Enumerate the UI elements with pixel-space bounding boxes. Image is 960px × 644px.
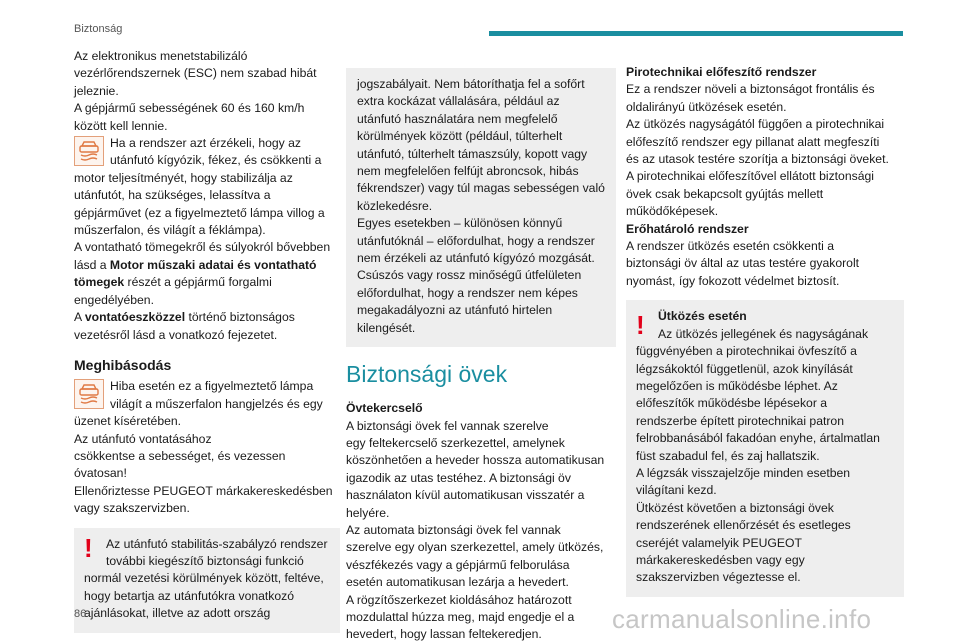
stability-note-box: ! Az utánfutó stabilitás-szabályzó rendszer további kiegészítő biztonsági funkció normál vezetési körülmények között, feltéve, hogy betartja az utánfutókra vonatkozó ajánlásokat, illetve az adott ország [74,528,340,633]
trailer-stability-warning-icon [74,379,104,409]
seat-belt-text: A biztonsági övek fel vannak szerelve egy feltekercselő szerkezettel, amelynek köszönhetően a heveder hossza automatikusan igazodik az utas testéhez. A biztonsági öv használaton kívül automatikusan visszatér a helyére. Az automata biztonsági övek fel vannak szerelve egy olyan szerkezettel, amely ütközés, vészfékezés vagy a gépjármű felborulása esetén automatikusan lezárja a hevedert. A rögzítőszerkezet kioldásához határozott mozdulattal húzza meg, majd engedje el a hevedert, hogy lassan feltekeredjen. [346,418,605,642]
malfunction-advice: Az utánfutó vontatásához csökkentse a sebességet, és vezessen óvatosan! Ellenőriztesse PEUGEOT márkakereskedésben vagy szakszervizben. [74,431,333,516]
towing-mass-reference: A vontatható tömegekről és súlyokról bővebben lásd a Motor műszaki adatai és vontatható tömegek részét a gépjármű forgalmi engedélyében. [74,240,331,307]
trailer-warning-paragraph: Ha a rendszer azt érzékeli, hogy az utánfutó kígyózik, fékez, és csökkenti a motor teljesítményét, hogy stabilizálja az utánfutót, ha szükséges, lelassítva a gépjárművet (ez a figyelmeztető lámpa villog a műszerfalon, és világít a féklámpa). [74,136,325,238]
page-number: 86 [74,608,87,620]
column-2 [346,68,616,644]
column-3 [626,64,904,597]
intro-text: Az elektronikus menetstabilizáló vezérlőrendszernek (ESC) nem szabad hibát jeleznie. A gépjármű sebességének 60 és 160 km/h között kell lennie. [74,49,317,133]
retractor-subheading: Övtekercselő [346,401,423,416]
warning-exclamation-icon: ! [84,532,93,563]
warning-exclamation-icon: ! [636,310,645,341]
towing-device-reference: A vontatóeszközzel történő biztonságos vezetésről lásd a vonatkozó fejezetet. [74,310,295,342]
stability-note-continued: jogszabályait. Nem bátoríthatja fel a sofőrt extra kockázat vállalására, például az utánfutó használatára nem megfelelő körülmények között (például, túlterhelt utánfutó, túlterhelt támaszsúly, kopott vagy nem megfelelően felfújt abroncsok, hibás fékrendszer) vagy túl magas sebességen való közlekedésre. Egyes esetekben – különösen könnyű utánfutóknál – előfordulhat, hogy a rendszer nem érzékeli az utánfutó kígyózó mozgását. Csúszós vagy rossz minőségű útfelületen előfordulhat, hogy a rendszer nem képes megakadályozni az utánfutó hirtelen kilengését. [346,68,616,347]
column-1 [74,48,340,633]
malfunction-heading: Meghibásodás [74,356,172,373]
pretensioner-subheading: Pirotechnikai előfeszítő rendszer [626,65,817,79]
force-limiter-subheading: Erőhatároló rendszer [626,221,749,236]
malfunction-paragraph: Hiba esetén ez a figyelmeztető lámpa világít a műszerfalon hangjelzés és egy üzenet kíséretében. [74,379,323,429]
watermark: carmanualsonline.info [612,604,872,634]
force-limiter-text: A rendszer ütközés esetén csökkenti a biztonsági öv által az utas testére gyakorolt nyomást, így fokozott védelmet biztosít. [626,239,860,288]
trailer-stability-warning-icon [74,136,104,166]
pretensioner-text: Ez a rendszer növeli a biztonságot frontális és oldalirányú ütközések esetén. Az ütközés nagyságától függően a pirotechnikai előfeszítő rendszer egy pillanat alatt megfeszíti és az utasok testére szorítja a biztonsági öveket. A pirotechnikai előfeszítővel ellátott biztonsági övek csak bekapcsolt gyújtás mellett működőképesek. [626,82,889,219]
seat-belts-heading: Biztonsági övek [346,361,508,388]
header-accent-bar [489,31,903,36]
collision-note-box: ! Ütközés esetén Az ütközés jellegének és nagyságának függvényében a pirotechnikai övfeszítő a légzsákoktól függetlenül, azok kinyílását megelőzően is működésbe léphet. Az előfeszítők működésbe lépésekor a rendszerbe épített pirotechnikai patron felrobbanásából fakadóan enyhe, ártalmatlan füst szabadul fel, és zaj hallatszik. A légzsák visszajelzője minden esetben világítani kezd. Ütközést követően a biztonsági övek rendszerének ellenőrzését és esetleges cseréjét valamelyik PEUGEOT márkakereskedésben vagy egy szakszervizben végeztesse el. [626,300,904,597]
running-header: Biztonság [74,23,123,35]
